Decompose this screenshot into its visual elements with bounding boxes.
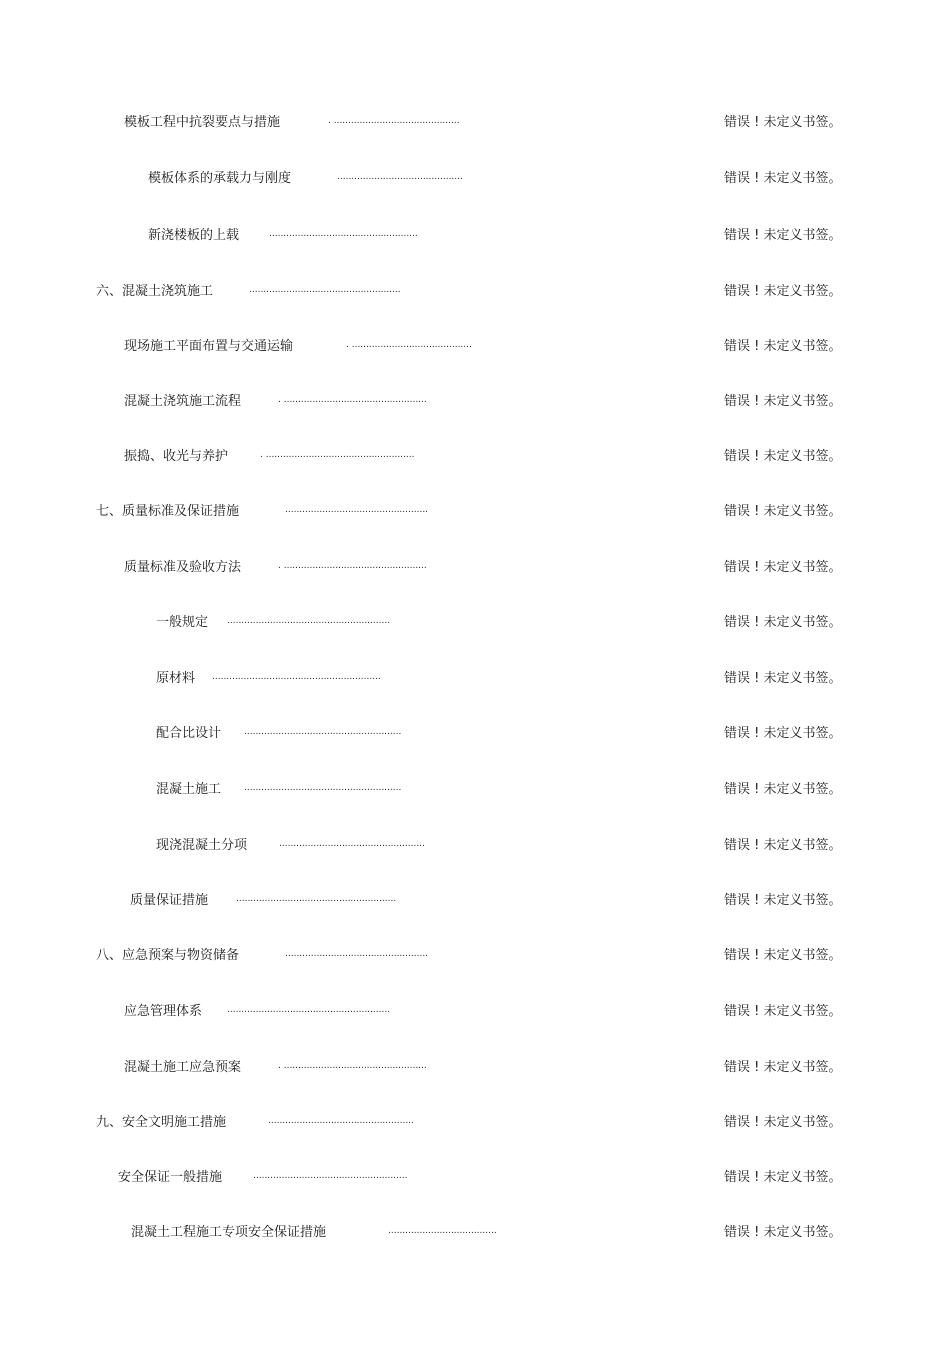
toc-dot-leader: .....................................................	[249, 285, 401, 295]
toc-entry[interactable]	[0, 667, 950, 691]
toc-dot-leader: . ............................................	[328, 116, 460, 126]
toc-entry[interactable]	[0, 1056, 950, 1080]
toc-entry-title: 应急管理体系	[124, 1004, 203, 1019]
toc-entry[interactable]	[0, 1221, 950, 1245]
toc-page-ref: 错误 ! 未定义书签。	[724, 671, 842, 686]
toc-dot-leader: ..................................................	[285, 505, 429, 515]
toc-page-ref: 错误 ! 未定义书签。	[724, 1060, 842, 1075]
toc-entry-title: 振捣、收光与养护	[124, 449, 229, 464]
toc-entry[interactable]	[0, 944, 950, 968]
toc-entry-title: 原材料	[156, 671, 196, 686]
toc-entry-title: 混凝土浇筑施工流程	[124, 394, 242, 409]
toc-entry[interactable]	[0, 611, 950, 635]
toc-page-ref: 错误 ! 未定义书签。	[724, 726, 842, 741]
toc-dot-leader: . ..................................................	[278, 1061, 427, 1071]
toc-dot-leader: ......................................	[388, 1226, 497, 1236]
toc-page-ref: 错误 ! 未定义书签。	[724, 1115, 842, 1130]
toc-dot-leader: ....................................................	[269, 229, 418, 239]
toc-entry[interactable]	[0, 280, 950, 304]
toc-page-ref: 错误 ! 未定义书签。	[724, 1170, 842, 1185]
toc-entry-title: 现场施工平面布置与交通运输	[124, 339, 294, 354]
toc-dot-leader: .......................................................	[244, 727, 402, 737]
toc-dot-leader: ......................................................	[253, 1171, 408, 1181]
toc-entry-title: 模板工程中抗裂要点与措施	[124, 115, 281, 130]
toc-entry[interactable]	[0, 778, 950, 802]
toc-entry-title: 模板体系的承载力与刚度	[148, 171, 292, 186]
toc-entry[interactable]	[0, 1000, 950, 1024]
toc-page-ref: 错误 ! 未定义书签。	[724, 284, 842, 299]
toc-entry-title: 八、应急预案与物资储备	[96, 948, 240, 963]
toc-dot-leader: .........................................................	[227, 1005, 391, 1015]
toc-page-ref: 错误 ! 未定义书签。	[724, 838, 842, 853]
toc-entry[interactable]	[0, 390, 950, 414]
toc-entry[interactable]	[0, 335, 950, 359]
toc-entry-title: 配合比设计	[156, 726, 222, 741]
toc-page-ref: 错误 ! 未定义书签。	[724, 504, 842, 519]
toc-entry[interactable]	[0, 1111, 950, 1135]
toc-entry-title: 混凝土施工应急预案	[124, 1060, 242, 1075]
toc-page-ref: 错误 ! 未定义书签。	[724, 339, 842, 354]
toc-entry-title: 质量标准及验收方法	[124, 560, 242, 575]
toc-entry[interactable]	[0, 556, 950, 580]
toc-entry-title: 七、质量标准及保证措施	[96, 504, 240, 519]
toc-entry-title: 安全保证一般措施	[118, 1170, 223, 1185]
toc-dot-leader: . ..........................................	[346, 340, 472, 350]
toc-entry-title: 九、安全文明施工措施	[96, 1115, 227, 1130]
toc-page-ref: 错误 ! 未定义书签。	[724, 615, 842, 630]
toc-dot-leader: . ..................................................	[278, 395, 427, 405]
toc-dot-leader: ..................................................	[285, 949, 429, 959]
toc-entry[interactable]	[0, 1166, 950, 1190]
toc-entry-title: 混凝土工程施工专项安全保证措施	[131, 1225, 327, 1240]
toc-entry[interactable]	[0, 167, 950, 191]
toc-dot-leader: . ..................................................	[278, 561, 427, 571]
toc-page-ref: 错误 ! 未定义书签。	[724, 1004, 842, 1019]
toc-entry[interactable]	[0, 834, 950, 858]
toc-dot-leader: ...................................................	[279, 839, 425, 849]
toc-entry-title: 现浇混凝土分项	[156, 838, 248, 853]
toc-entry-title: 混凝土施工	[156, 782, 222, 797]
toc-page-ref: 错误 ! 未定义书签。	[724, 1225, 842, 1240]
toc-dot-leader: ........................................................	[236, 894, 397, 904]
toc-entry[interactable]	[0, 722, 950, 746]
toc-entry[interactable]	[0, 500, 950, 524]
toc-page-ref: 错误 ! 未定义书签。	[724, 228, 842, 243]
toc-page-ref: 错误 ! 未定义书签。	[724, 893, 842, 908]
toc-dot-leader: .......................................................	[244, 783, 402, 793]
toc-dot-leader: ............................................	[337, 172, 463, 182]
toc-entry-title: 质量保证措施	[130, 893, 209, 908]
toc-page-ref: 错误 ! 未定义书签。	[724, 782, 842, 797]
toc-page-ref: 错误 ! 未定义书签。	[724, 948, 842, 963]
toc-dot-leader: .........................................................	[227, 616, 391, 626]
toc-dot-leader: ...........................................................	[212, 672, 381, 682]
toc-entry-title: 一般规定	[156, 615, 209, 630]
toc-entry-title: 新浇楼板的上载	[148, 228, 240, 243]
toc-entry[interactable]	[0, 445, 950, 469]
toc-entry-title: 六、混凝土浇筑施工	[96, 284, 214, 299]
toc-entry[interactable]	[0, 111, 950, 135]
toc-page-ref: 错误 ! 未定义书签。	[724, 171, 842, 186]
toc-entry[interactable]	[0, 224, 950, 248]
toc-page-ref: 错误 ! 未定义书签。	[724, 560, 842, 575]
toc-page-ref: 错误 ! 未定义书签。	[724, 115, 842, 130]
toc-page-ref: 错误 ! 未定义书签。	[724, 394, 842, 409]
toc-entry[interactable]	[0, 889, 950, 913]
toc-dot-leader: ...................................................	[268, 1116, 414, 1126]
toc-dot-leader: . ....................................................	[260, 450, 415, 460]
toc-page-ref: 错误 ! 未定义书签。	[724, 449, 842, 464]
